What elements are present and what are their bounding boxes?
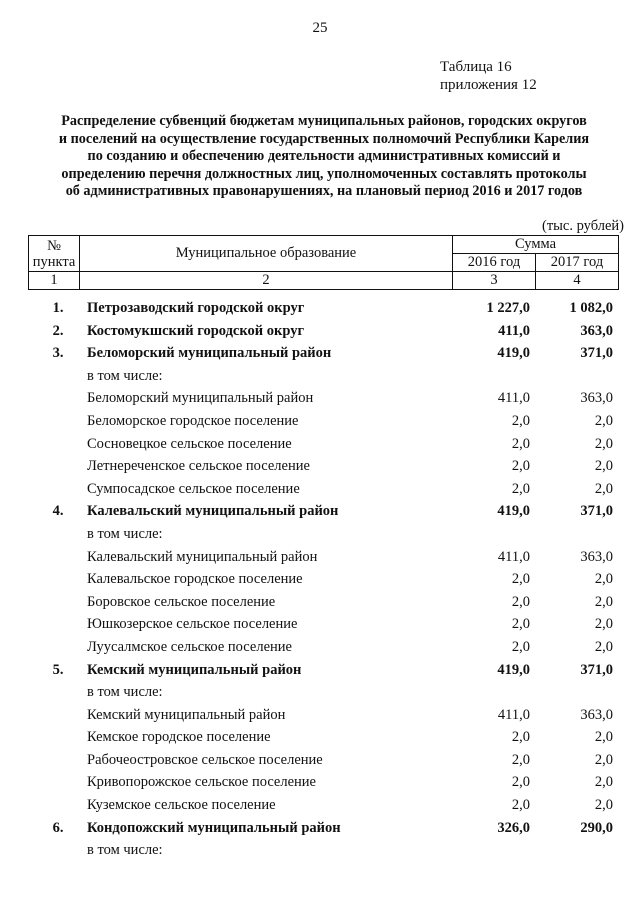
value-2016: 2,0 — [511, 593, 530, 610]
value-2017: 2,0 — [594, 729, 613, 746]
page-number: 25 — [312, 20, 328, 36]
title-line: по созданию и обеспечению деятельности административных комиссий и — [87, 148, 561, 165]
row-number: 6. — [52, 819, 64, 836]
value-2017: 2,0 — [594, 774, 613, 791]
table-row — [28, 839, 618, 862]
table-row — [28, 568, 618, 591]
table-row — [28, 591, 618, 614]
value-2016: 411,0 — [497, 390, 530, 407]
municipality-name: Беломорский муниципальный район — [87, 345, 332, 362]
header-number: № пункта — [29, 236, 80, 272]
column-number-2: 2 — [80, 272, 453, 290]
district-row — [28, 320, 618, 343]
district-row — [28, 500, 618, 523]
table-row — [28, 387, 618, 410]
table-row — [28, 433, 618, 456]
value-2016: 1 227,0 — [486, 300, 530, 316]
value-2017: 2,0 — [594, 638, 613, 655]
table-row — [28, 681, 618, 704]
district-row — [28, 342, 618, 365]
table-reference — [440, 58, 537, 94]
value-2016: 326,0 — [497, 819, 530, 836]
value-2016: 2,0 — [511, 797, 530, 814]
column-number-3: 3 — [453, 272, 536, 290]
table-row — [28, 410, 618, 433]
appendix-number: приложения 12 — [440, 77, 537, 93]
municipality-name: Петрозаводский городской округ — [87, 300, 305, 316]
municipality-name: в том числе: — [87, 684, 163, 701]
header-municipality: Муниципальное образование — [80, 236, 453, 272]
municipality-name: Куземское сельское поселение — [87, 797, 276, 814]
municipality-name: в том числе: — [87, 367, 163, 384]
title-line: Распределение субвенций бюджетам муниципальных районов, городских округов — [61, 113, 587, 129]
value-2017: 363,0 — [580, 706, 613, 723]
document-title — [22, 113, 626, 201]
row-number: 3. — [52, 345, 64, 362]
table-row — [28, 478, 618, 501]
municipality-name: Костомукшский городской округ — [87, 322, 305, 339]
district-row — [28, 817, 618, 840]
municipality-name: в том числе: — [87, 842, 163, 859]
value-2016: 419,0 — [497, 345, 530, 362]
value-2016: 2,0 — [511, 435, 530, 452]
table-row — [28, 365, 618, 388]
value-2017: 363,0 — [580, 548, 613, 565]
units-label: (тыс. рублей) — [542, 218, 624, 234]
municipality-name: Кемский муниципальный район — [87, 706, 286, 723]
value-2017: 363,0 — [580, 322, 613, 339]
table-row — [28, 794, 618, 817]
value-2016: 2,0 — [511, 458, 530, 475]
title-line: об административных правонарушениях, на плановый период 2016 и 2017 годов — [65, 183, 583, 200]
value-2017: 2,0 — [594, 412, 613, 429]
row-number: 2. — [52, 322, 64, 339]
municipality-name: Рабочеостровское сельское поселение — [87, 751, 323, 768]
table-body — [28, 297, 618, 862]
header-year-2016: 2016 год — [453, 254, 536, 272]
value-2016: 2,0 — [511, 480, 530, 497]
municipality-name: Летнереченское сельское поселение — [87, 458, 310, 475]
value-2016: 2,0 — [511, 751, 530, 768]
value-2016: 2,0 — [511, 729, 530, 746]
municipality-name: Луусалмское сельское поселение — [87, 638, 292, 655]
row-number: 1. — [52, 300, 64, 316]
municipality-name: Сумпосадское сельское поселение — [87, 480, 300, 497]
value-2016: 2,0 — [511, 638, 530, 655]
table-row — [28, 613, 618, 636]
table-row — [28, 546, 618, 569]
title-line: и поселений на осуществление государственных полномочий Республики Карелия — [58, 130, 590, 147]
value-2017: 363,0 — [580, 390, 613, 407]
value-2017: 2,0 — [594, 435, 613, 452]
table-row — [28, 523, 618, 546]
municipality-name: Кривопорожское сельское поселение — [87, 774, 316, 791]
table-row — [28, 749, 618, 772]
value-2017: 1 082,0 — [569, 300, 613, 316]
row-number: 4. — [52, 503, 64, 520]
value-2017: 2,0 — [594, 593, 613, 610]
value-2016: 419,0 — [497, 503, 530, 520]
table-header — [28, 235, 619, 290]
row-number: 5. — [52, 661, 64, 678]
municipality-name: Боровское сельское поселение — [87, 593, 276, 610]
municipality-name: Кемское городское поселение — [87, 729, 271, 746]
table-row — [28, 455, 618, 478]
value-2016: 419,0 — [497, 661, 530, 678]
municipality-name: Калевальский муниципальный район — [87, 503, 339, 520]
value-2017: 371,0 — [580, 503, 613, 520]
municipality-name: Калевальский муниципальный район — [87, 548, 318, 565]
column-number-1: 1 — [29, 272, 80, 290]
value-2016: 2,0 — [511, 412, 530, 429]
table-row — [28, 636, 618, 659]
municipality-name: Беломорский муниципальный район — [87, 390, 314, 407]
title-line: определению перечня должностных лиц, уполномоченных составлять протоколы — [61, 165, 587, 182]
municipality-name: Юшкозерское сельское поселение — [87, 616, 298, 633]
table-row — [28, 704, 618, 727]
municipality-name: Сосновецкое сельское поселение — [87, 435, 292, 452]
municipality-name: Кондопожский муниципальный район — [87, 819, 341, 836]
value-2017: 2,0 — [594, 797, 613, 814]
value-2017: 371,0 — [580, 345, 613, 362]
column-number-4: 4 — [536, 272, 619, 290]
district-row — [28, 659, 618, 682]
table-row — [28, 771, 618, 794]
table-row — [28, 726, 618, 749]
value-2016: 2,0 — [511, 571, 530, 588]
value-2016: 411,0 — [497, 706, 530, 723]
value-2017: 290,0 — [580, 819, 613, 836]
header-year-2017: 2017 год — [536, 254, 619, 272]
value-2016: 411,0 — [498, 322, 530, 339]
value-2017: 2,0 — [594, 571, 613, 588]
municipality-name: в том числе: — [87, 525, 163, 542]
value-2016: 411,0 — [497, 548, 530, 565]
municipality-name: Калевальское городское поселение — [87, 571, 303, 588]
value-2017: 2,0 — [594, 480, 613, 497]
value-2017: 2,0 — [594, 616, 613, 633]
district-row — [28, 297, 618, 320]
value-2017: 2,0 — [594, 751, 613, 768]
table-number: Таблица 16 — [440, 59, 512, 75]
header-sum: Сумма — [453, 236, 619, 254]
value-2016: 2,0 — [511, 616, 530, 633]
value-2017: 2,0 — [594, 458, 613, 475]
value-2017: 371,0 — [580, 661, 613, 678]
municipality-name: Кемский муниципальный район — [87, 661, 302, 678]
value-2016: 2,0 — [511, 774, 530, 791]
municipality-name: Беломорское городское поселение — [87, 412, 299, 429]
